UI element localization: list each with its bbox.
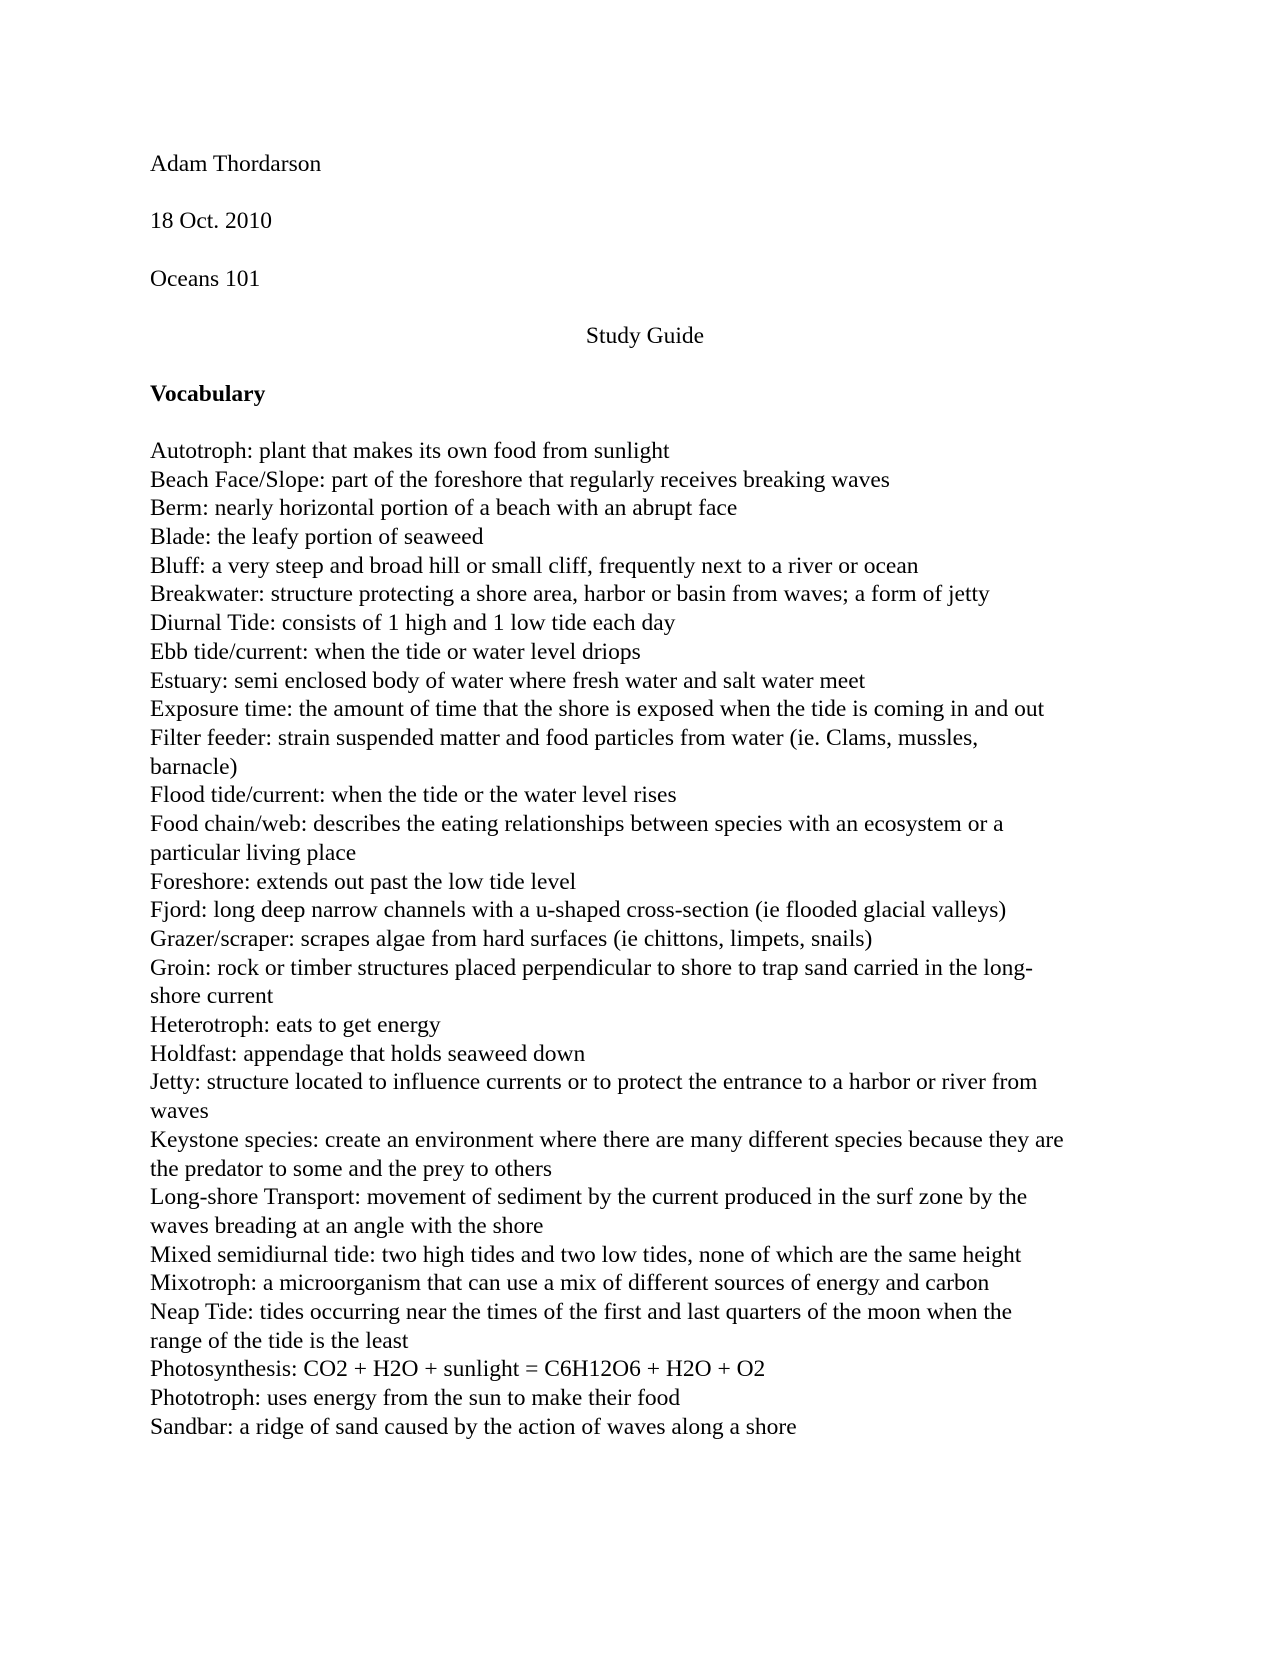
vocab-item: Keystone species: create an environment where there are many different species because they are the predator to some and the prey to others	[150, 1126, 1064, 1182]
vocab-item: Ebb tide/current: when the tide or water level driops	[150, 638, 641, 665]
vocab-item: Neap Tide: tides occurring near the times of the first and last quarters of the moon when the range of the tide is the least	[150, 1299, 1013, 1354]
vocab-item: Flood tide/current: when the tide or the water level rises	[150, 782, 677, 809]
page-title: Study Guide	[585, 323, 705, 350]
vocab-item: Bluff: a very steep and broad hill or small cliff, frequently next to a river or ocean	[150, 552, 919, 579]
author-name: Adam Thordarson	[150, 151, 322, 177]
vocab-item: Mixed semidiurnal tide: two high tides and two low tides, none of which are the same height	[150, 1241, 1022, 1268]
vocab-item: Berm: nearly horizontal portion of a beach with an abrupt face	[150, 495, 738, 522]
vocab-item: Blade: the leafy portion of seaweed	[150, 524, 484, 551]
document-date: 18 Oct. 2010	[150, 208, 273, 235]
vocab-item: Filter feeder: strain suspended matter and food particles from water (ie. Clams, mussles, barnacle)	[150, 724, 979, 780]
vocabulary-list	[150, 437, 1140, 1442]
course-name: Oceans 101	[150, 265, 261, 292]
document-page	[150, 150, 1140, 1442]
vocab-item: Sandbar: a ridge of sand caused by the action of waves along a shore	[150, 1413, 797, 1440]
vocab-item: Grazer/scraper: scrapes algae from hard surfaces (ie chittons, limpets, snails)	[150, 925, 873, 952]
vocab-item: Exposure time: the amount of time that the shore is exposed when the tide is coming in and out	[150, 696, 1045, 723]
vocab-item: Estuary: semi enclosed body of water where fresh water and salt water meet	[150, 667, 866, 694]
vocab-item: Groin: rock or timber structures placed perpendicular to shore to trap sand carried in the long- shore current	[150, 954, 1033, 1010]
vocab-item: Diurnal Tide: consists of 1 high and 1 low tide each day	[150, 610, 676, 637]
vocab-item: Autotroph: plant that makes its own food from sunlight	[150, 437, 670, 464]
vocab-item: Holdfast: appendage that holds seaweed down	[150, 1040, 586, 1067]
vocab-item: Foreshore: extends out past the low tide level	[150, 868, 577, 895]
vocab-item: Beach Face/Slope: part of the foreshore that regularly receives breaking waves	[150, 466, 890, 493]
vocab-item: Phototroph: uses energy from the sun to make their food	[150, 1385, 681, 1412]
vocab-item: Heterotroph: eats to get energy	[150, 1012, 441, 1039]
vocab-item: Photosynthesis: CO2 + H2O + sunlight = C6H12O6 + H2O + O2	[150, 1356, 766, 1383]
vocab-item: Breakwater: structure protecting a shore area, harbor or basin from waves; a form of jetty	[150, 581, 990, 608]
vocab-item: Food chain/web: describes the eating relationships between species with an ecosystem or a particular living place	[150, 811, 1004, 866]
section-heading-vocabulary: Vocabulary	[150, 380, 266, 407]
vocab-item: Fjord: long deep narrow channels with a u-shaped cross-section (ie flooded glacial valleys)	[150, 897, 1007, 924]
vocab-item: Mixotroph: a microorganism that can use a mix of different sources of energy and carbon	[150, 1270, 990, 1297]
vocab-item: Long-shore Transport: movement of sediment by the current produced in the surf zone by the waves breading at an angle with the shore	[150, 1184, 1028, 1239]
vocab-item: Jetty: structure located to influence currents or to protect the entrance to a harbor or river from waves	[150, 1069, 1038, 1125]
